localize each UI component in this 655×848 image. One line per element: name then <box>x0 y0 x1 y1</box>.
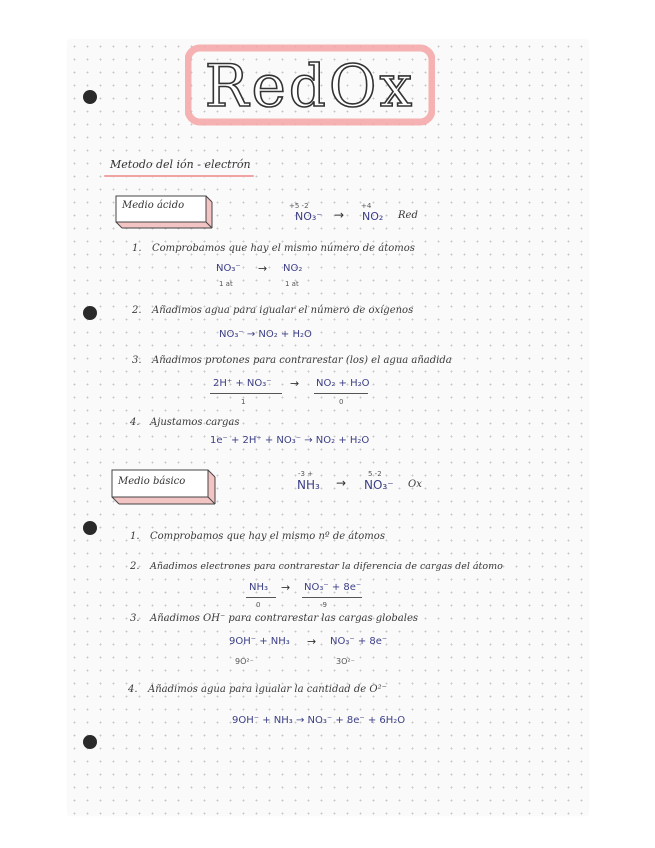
arrow-icon: → <box>334 208 345 222</box>
charge-total: 0 <box>339 398 344 406</box>
equation-left: NO₃⁻ <box>216 263 241 274</box>
step-number: 2. <box>132 305 142 316</box>
equation-right: NO₂ <box>283 263 303 274</box>
step-text: Añadimos agua para igualar la cantidad de O²⁻ <box>148 684 387 695</box>
equation-right: NO₃⁻ + 8e⁻ <box>330 636 388 647</box>
step-text: Añadimos OH⁻ para contrarestar las cargas globales <box>150 613 419 624</box>
atom-count: 1 at <box>219 280 233 288</box>
step-number: 1. <box>130 531 140 542</box>
equation-left: 2H⁺ + NO₃⁻ <box>213 378 272 389</box>
underline <box>314 393 368 394</box>
charge-total: 0 <box>256 601 261 609</box>
equation: 9OH⁻ + NH₃ → NO₃⁻ + 8e⁻ + 6H₂O <box>232 715 406 726</box>
step-number: 3. <box>130 613 140 624</box>
step-number: 4. <box>130 417 140 428</box>
charge-total: -9 <box>320 601 327 609</box>
equation-left: NO₃⁻ <box>295 210 323 223</box>
step-number: 3. <box>132 355 142 366</box>
equation: NO₃⁻ → NO₂ + H₂O <box>219 329 312 340</box>
box-label: Medio ácido <box>122 200 185 211</box>
arrow-icon: → <box>281 581 291 594</box>
charge-total: 1 <box>241 398 246 406</box>
equation-left: NH₃ <box>249 582 269 593</box>
atom-count: 1 at <box>285 280 299 288</box>
oxidation-numbers: -3 + <box>298 470 314 478</box>
step-text: Ajustamos cargas <box>150 417 240 428</box>
step-text: Comprobamos que hay el mismo número de átomos <box>152 243 415 254</box>
step-text: Añadimos agua para igualar el número de oxígenos <box>152 305 414 316</box>
oxygen-count: 9O²⁻ <box>235 657 254 666</box>
medio-acido-box <box>112 192 216 232</box>
oxygen-count: 3O²⁻ <box>336 657 355 666</box>
reaction-tag: Red <box>398 210 418 221</box>
binder-hole <box>83 90 97 104</box>
step-number: 1. <box>132 243 142 254</box>
step-number: 2. <box>130 561 140 572</box>
page-title <box>185 44 435 126</box>
medio-basico-box <box>108 466 220 508</box>
binder-hole <box>83 735 97 749</box>
step-text: Añadimos protones para contrarestar (los) el agua añadida <box>152 355 452 366</box>
arrow-icon: → <box>258 262 268 275</box>
equation-left: NH₃ <box>297 478 320 492</box>
equation: 1e⁻ + 2H⁺ + NO₃⁻ → NO₂ + H₂O <box>210 435 370 446</box>
underline <box>246 597 276 598</box>
equation-right: NO₃⁻ + 8e⁻ <box>304 582 362 593</box>
section-heading: Metodo del ión - electrón <box>110 158 251 171</box>
binder-hole <box>83 306 97 320</box>
reaction-tag: Ox <box>408 479 422 490</box>
arrow-icon: → <box>307 635 317 648</box>
step-text: Comprobamos que hay el mismo nº de átomos <box>150 531 385 542</box>
arrow-icon: → <box>336 476 347 490</box>
step-text: Añadimos electrones para contrarestar la diferencia de cargas del átomo <box>150 561 503 572</box>
oxidation-numbers: +5 -2 <box>289 202 309 210</box>
underline <box>302 597 362 598</box>
box-label: Medio básico <box>118 476 186 487</box>
binder-hole <box>83 521 97 535</box>
title-text: RedOx <box>204 52 416 120</box>
equation-right: NO₂ <box>362 210 384 223</box>
step-number: 4. <box>128 684 138 695</box>
equation-right: NO₃⁻ <box>364 478 394 492</box>
heading-underline <box>104 175 254 177</box>
oxidation-numbers: +4 <box>361 202 372 210</box>
arrow-icon: → <box>290 377 300 390</box>
equation-left: 9OH⁻ + NH₃ <box>229 636 290 647</box>
oxidation-numbers: 5 -2 <box>368 470 382 478</box>
equation-right: NO₂ + H₂O <box>316 378 370 389</box>
notebook-page <box>68 40 588 815</box>
underline <box>210 393 282 394</box>
